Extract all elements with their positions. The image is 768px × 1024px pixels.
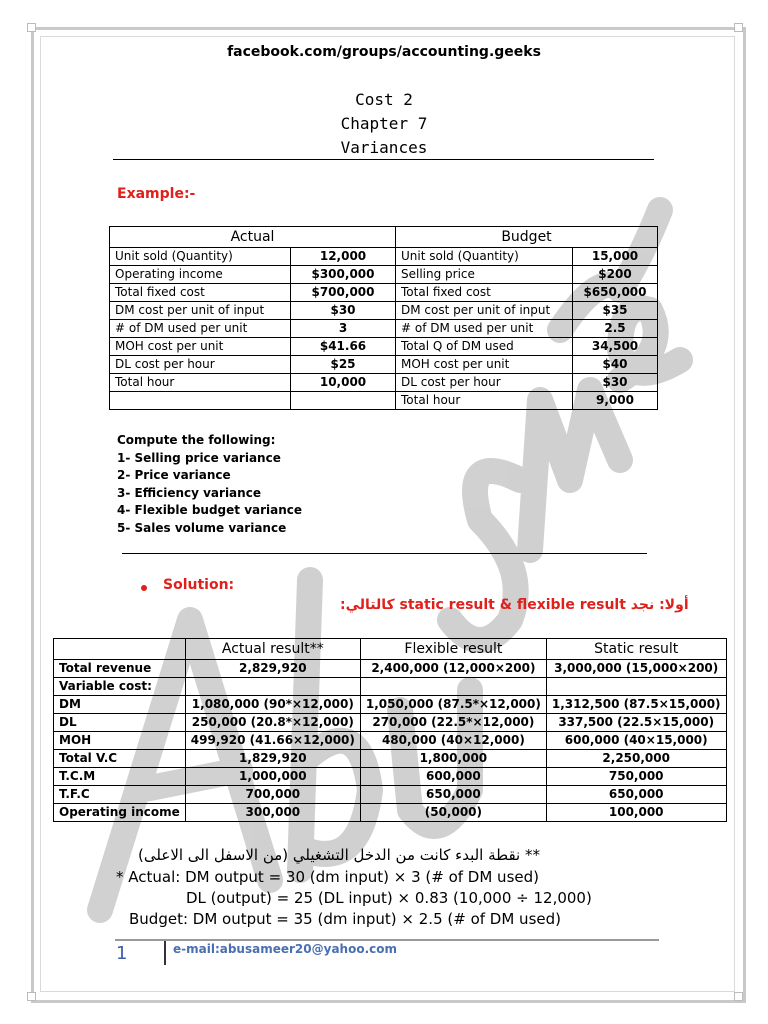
border-corner (734, 23, 743, 32)
bullet-icon (141, 585, 147, 591)
cell-value: $40 (573, 356, 658, 374)
table-row (110, 374, 658, 392)
cell-value: 700,000 (185, 786, 360, 804)
cell-label: T.C.M (54, 768, 186, 786)
cell-value: 1,000,000 (185, 768, 360, 786)
table-header-row (110, 227, 658, 248)
list-item: 5- Sales volume variance (117, 520, 287, 535)
cell-value: 650,000 (546, 786, 726, 804)
table-row (54, 696, 727, 714)
example-label: Example:- (117, 186, 196, 202)
cell-value: (50,000) (360, 804, 546, 822)
cell-label: DL cost per hour (396, 374, 573, 392)
cell-value: 600,000 (40×15,000) (546, 732, 726, 750)
border-corner (27, 23, 36, 32)
table-row (54, 750, 727, 768)
header-flexible-result: Flexible result (360, 639, 546, 660)
results-table (53, 638, 727, 822)
cell-label: MOH (54, 732, 186, 750)
cell-value: $30 (291, 302, 396, 320)
cell-value: 2,829,920 (185, 660, 360, 678)
solution-label: Solution: (163, 577, 235, 593)
footer-divider (115, 939, 659, 941)
cell-value: 3 (291, 320, 396, 338)
cell-label: Total fixed cost (396, 284, 573, 302)
cell-label: DM (54, 696, 186, 714)
table-row (110, 302, 658, 320)
cell-value (291, 392, 396, 410)
header-link[interactable]: facebook.com/groups/accounting.geeks (227, 44, 541, 60)
cell-value: 650,000 (360, 786, 546, 804)
cell-label: Selling price (396, 266, 573, 284)
compute-list (117, 432, 302, 538)
cell-value: 100,000 (546, 804, 726, 822)
table-row (110, 320, 658, 338)
cell-label (110, 392, 291, 410)
table-row (110, 284, 658, 302)
cell-label: Total hour (396, 392, 573, 410)
title-chapter: Chapter 7 (340, 114, 428, 133)
cell-label: Unit sold (Quantity) (396, 248, 573, 266)
note-actual-dl: DL (output) = 25 (DL input) × 0.83 (10,000 ÷ 12,000) (186, 889, 592, 907)
cell-value: $300,000 (291, 266, 396, 284)
table-row (54, 678, 727, 696)
cell-label: T.F.C (54, 786, 186, 804)
title-divider (113, 159, 654, 160)
table-row (54, 804, 727, 822)
given-data-table (109, 226, 658, 410)
cell-label: Operating income (110, 266, 291, 284)
cell-label: Unit sold (Quantity) (110, 248, 291, 266)
cell-value (185, 678, 360, 696)
cell-label: Variable cost: (54, 678, 186, 696)
cell-value: 300,000 (185, 804, 360, 822)
cell-value: 3,000,000 (15,000×200) (546, 660, 726, 678)
cell-value: 9,000 (573, 392, 658, 410)
cell-value (360, 678, 546, 696)
title-course: Cost 2 (355, 90, 413, 109)
table-header-row (54, 639, 727, 660)
cell-value: $650,000 (573, 284, 658, 302)
list-item: 2- Price variance (117, 468, 231, 483)
cell-value: $30 (573, 374, 658, 392)
cell-value: 12,000 (291, 248, 396, 266)
cell-label: Total V.C (54, 750, 186, 768)
table-row (110, 248, 658, 266)
table-row (110, 266, 658, 284)
cell-value: 270,000 (22.5*×12,000) (360, 714, 546, 732)
footer-email[interactable]: e-mail:abusameer20@yahoo.com (173, 942, 397, 956)
cell-value: 1,829,920 (185, 750, 360, 768)
footer-separator (164, 941, 166, 965)
cell-value: 10,000 (291, 374, 396, 392)
cell-label: DM cost per unit of input (396, 302, 573, 320)
cell-label: # of DM used per unit (110, 320, 291, 338)
cell-value (546, 678, 726, 696)
cell-label: DM cost per unit of input (110, 302, 291, 320)
border-corner (734, 992, 743, 1001)
border-corner (27, 992, 36, 1001)
header-actual-result: Actual result** (185, 639, 360, 660)
cell-value: 1,050,000 (87.5*×12,000) (360, 696, 546, 714)
table-row (110, 392, 658, 410)
arabic-note: ** نقطة البدء كانت من الدخل التشغيلي (من الاسفل الى الاعلى) (138, 846, 540, 864)
header-blank (54, 639, 186, 660)
table-row (54, 786, 727, 804)
section-divider (122, 553, 647, 554)
list-item: 3- Efficiency variance (117, 485, 261, 500)
cell-value: 2.5 (573, 320, 658, 338)
cell-value: 2,250,000 (546, 750, 726, 768)
cell-value: $41.66 (291, 338, 396, 356)
cell-value: $200 (573, 266, 658, 284)
cell-label: Total hour (110, 374, 291, 392)
cell-label: MOH cost per unit (110, 338, 291, 356)
cell-value: 34,500 (573, 338, 658, 356)
cell-value: 750,000 (546, 768, 726, 786)
note-actual-dm: * Actual: DM output = 30 (dm input) × 3 (# of DM used) (116, 868, 539, 886)
cell-value: 15,000 (573, 248, 658, 266)
table-row (110, 356, 658, 374)
page-number: 1 (116, 943, 128, 964)
cell-value: $700,000 (291, 284, 396, 302)
note-budget-dm: Budget: DM output = 35 (dm input) × 2.5 (# of DM used) (129, 910, 561, 928)
cell-label: DL (54, 714, 186, 732)
table-row (54, 732, 727, 750)
compute-heading: Compute the following: (117, 433, 276, 447)
title-topic: Variances (340, 138, 428, 157)
cell-label: Total fixed cost (110, 284, 291, 302)
cell-label: # of DM used per unit (396, 320, 573, 338)
cell-value: $35 (573, 302, 658, 320)
cell-label: MOH cost per unit (396, 356, 573, 374)
cell-label: Total revenue (54, 660, 186, 678)
table-row (110, 338, 658, 356)
cell-label: DL cost per hour (110, 356, 291, 374)
cell-value: 499,920 (41.66×12,000) (185, 732, 360, 750)
cell-value: 600,000 (360, 768, 546, 786)
cell-value: 337,500 (22.5×15,000) (546, 714, 726, 732)
cell-label: Total Q of DM used (396, 338, 573, 356)
arabic-intro-line: أولا: نجد static result & flexible result كالتالي: (340, 597, 689, 613)
cell-value: 2,400,000 (12,000×200) (360, 660, 546, 678)
cell-value: 1,080,000 (90*×12,000) (185, 696, 360, 714)
list-item: 1- Selling price variance (117, 450, 281, 465)
cell-value: $25 (291, 356, 396, 374)
header-actual: Actual (110, 227, 396, 248)
cell-value: 480,000 (40×12,000) (360, 732, 546, 750)
document-title (0, 88, 768, 160)
table-row (54, 660, 727, 678)
table-row (54, 714, 727, 732)
cell-value: 1,800,000 (360, 750, 546, 768)
table-row (54, 768, 727, 786)
header-static-result: Static result (546, 639, 726, 660)
cell-value: 1,312,500 (87.5×15,000) (546, 696, 726, 714)
list-item: 4- Flexible budget variance (117, 503, 303, 518)
cell-label: Operating income (54, 804, 186, 822)
header-budget: Budget (396, 227, 658, 248)
cell-value: 250,000 (20.8*×12,000) (185, 714, 360, 732)
